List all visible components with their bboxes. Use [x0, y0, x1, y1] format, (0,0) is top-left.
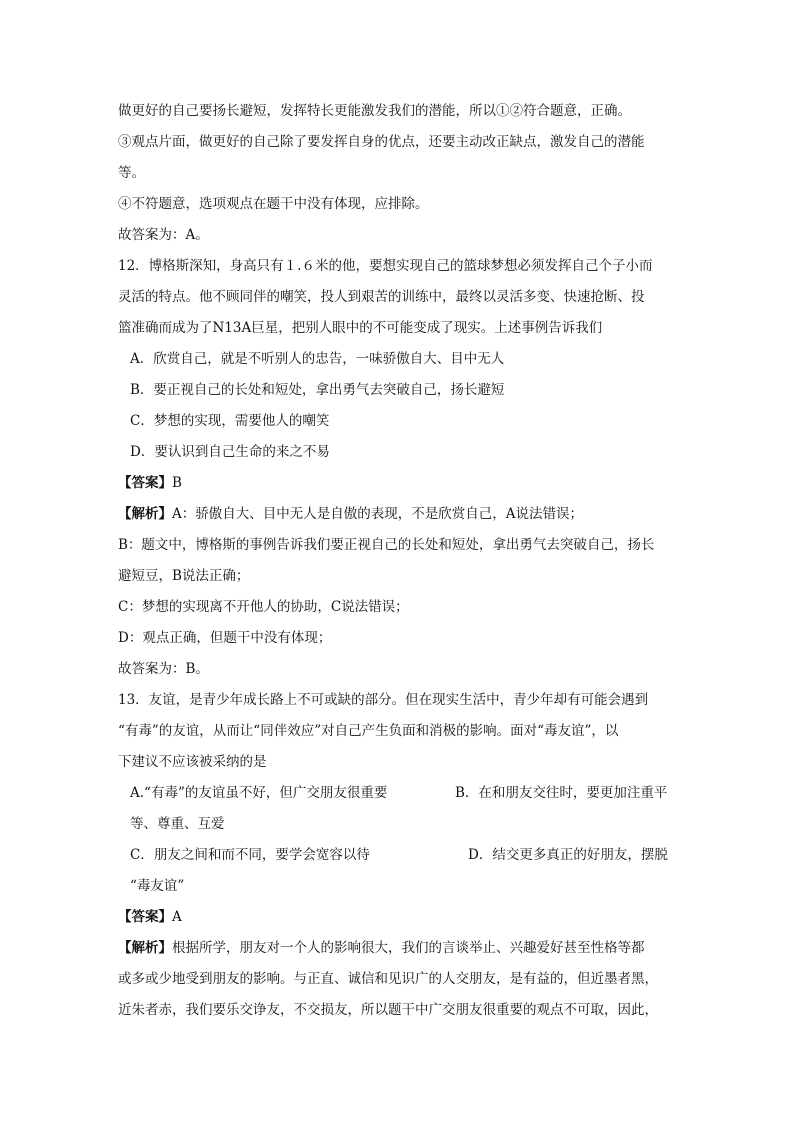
text-line: 等。	[118, 165, 145, 181]
text-line: ④不符题意，选项观点在题干中没有体现，应排除。	[118, 196, 429, 212]
text-line: 故答案为：B。	[118, 661, 209, 677]
analysis-label: 【解析】	[118, 940, 172, 956]
question-13-option-b-cont: 等、尊重、互爱	[130, 816, 225, 832]
question-12-option-a: A．欣赏自己，就是不听别人的忠告，一味骄傲自大、目中无人	[130, 351, 505, 367]
text-line: ③观点片面，做更好的自己除了要发挥自身的优点，还要主动改正缺点，激发自己的潜能	[118, 134, 645, 150]
question-13-stem: “有毒”的友谊，从而让“同伴效应”对自己产生负面和消极的影响。面对“毒友谊”，以	[118, 723, 619, 739]
analysis-text: 根据所学，朋友对一个人的影响很大，我们的言谈举止、兴趣爱好甚至性格等都	[172, 940, 645, 956]
question-12-option-c: C．梦想的实现，需要他人的嘲笑	[130, 413, 330, 429]
question-13-option-d-cont: “毒友谊”	[130, 878, 185, 894]
answer-label: 【答案】	[118, 909, 172, 925]
question-12-option-b: B．要正视自己的长处和短处，拿出勇气去突破自己，扬长避短	[130, 382, 505, 398]
answer-label: 【答案】	[118, 475, 172, 491]
question-13-option-a: A.“有毒”的友谊虽不好，但广交朋友很重要	[130, 785, 388, 801]
text-line: 做更好的自己要扬长避短，发挥特长更能激发我们的潜能，所以①②符合题意，正确。	[118, 103, 631, 119]
question-13-option-d: D．结交更多真正的好朋友，摆脱	[468, 847, 668, 863]
question-12-stem: 12．博格斯深知，身高只有１.６米的他，要想实现自己的篮球梦想必须发挥自己个子小而	[118, 258, 653, 274]
question-12-option-d: D．要认识到自己生命的来之不易	[130, 444, 330, 460]
analysis-text: A：骄傲自大、目中无人是自傲的表现，不是欣赏自己，A说法错误；	[172, 506, 583, 522]
text-line: D：观点正确，但题干中没有体现；	[118, 630, 332, 646]
question-13-option-b: B．在和朋友交往时，要更加注重平	[455, 785, 668, 801]
text-line: B：题文中，博格斯的事例告诉我们要正视自己的长处和短处，拿出勇气去突破自己，扬长	[118, 537, 655, 553]
question-12-stem: 灵活的特点。他不顾同伴的嘲笑，投人到艰苦的训练中，最终以灵活多变、快速抢断、投	[118, 289, 645, 305]
answer-value: A	[172, 909, 182, 925]
text-line: 近朱者赤，我们要乐交诤友，不交损友，所以题干中广交朋友很重要的观点不可取，因此，	[118, 1002, 658, 1018]
question-12-stem: 篮准确而成为了N13A巨星，把别人眼中的不可能变成了现实。上述事例告诉我们	[118, 320, 603, 336]
question-13-option-c: C．朋友之间和而不同，要学会宽容以待	[130, 847, 370, 863]
question-13-stem: 13．友谊，是青少年成长路上不可或缺的部分。但在现实生活中，青少年却有可能会遇到	[118, 692, 649, 708]
text-line: 或多或少地受到朋友的影响。与正直、诚信和见识广的人交朋友，是有益的，但近墨者黑，	[118, 971, 658, 987]
text-line: 故答案为：A。	[118, 227, 209, 243]
question-13-stem: 下建议不应该被采纳的是	[118, 754, 267, 770]
text-line: 避短豆，B说法正确；	[118, 568, 250, 584]
answer-line	[118, 473, 182, 493]
analysis-line	[118, 504, 583, 524]
answer-line	[118, 907, 182, 927]
analysis-line	[118, 938, 645, 958]
analysis-label: 【解析】	[118, 506, 172, 522]
text-line: C：梦想的实现离不开他人的协助，C说法错误；	[118, 599, 409, 615]
answer-value: B	[172, 475, 182, 491]
